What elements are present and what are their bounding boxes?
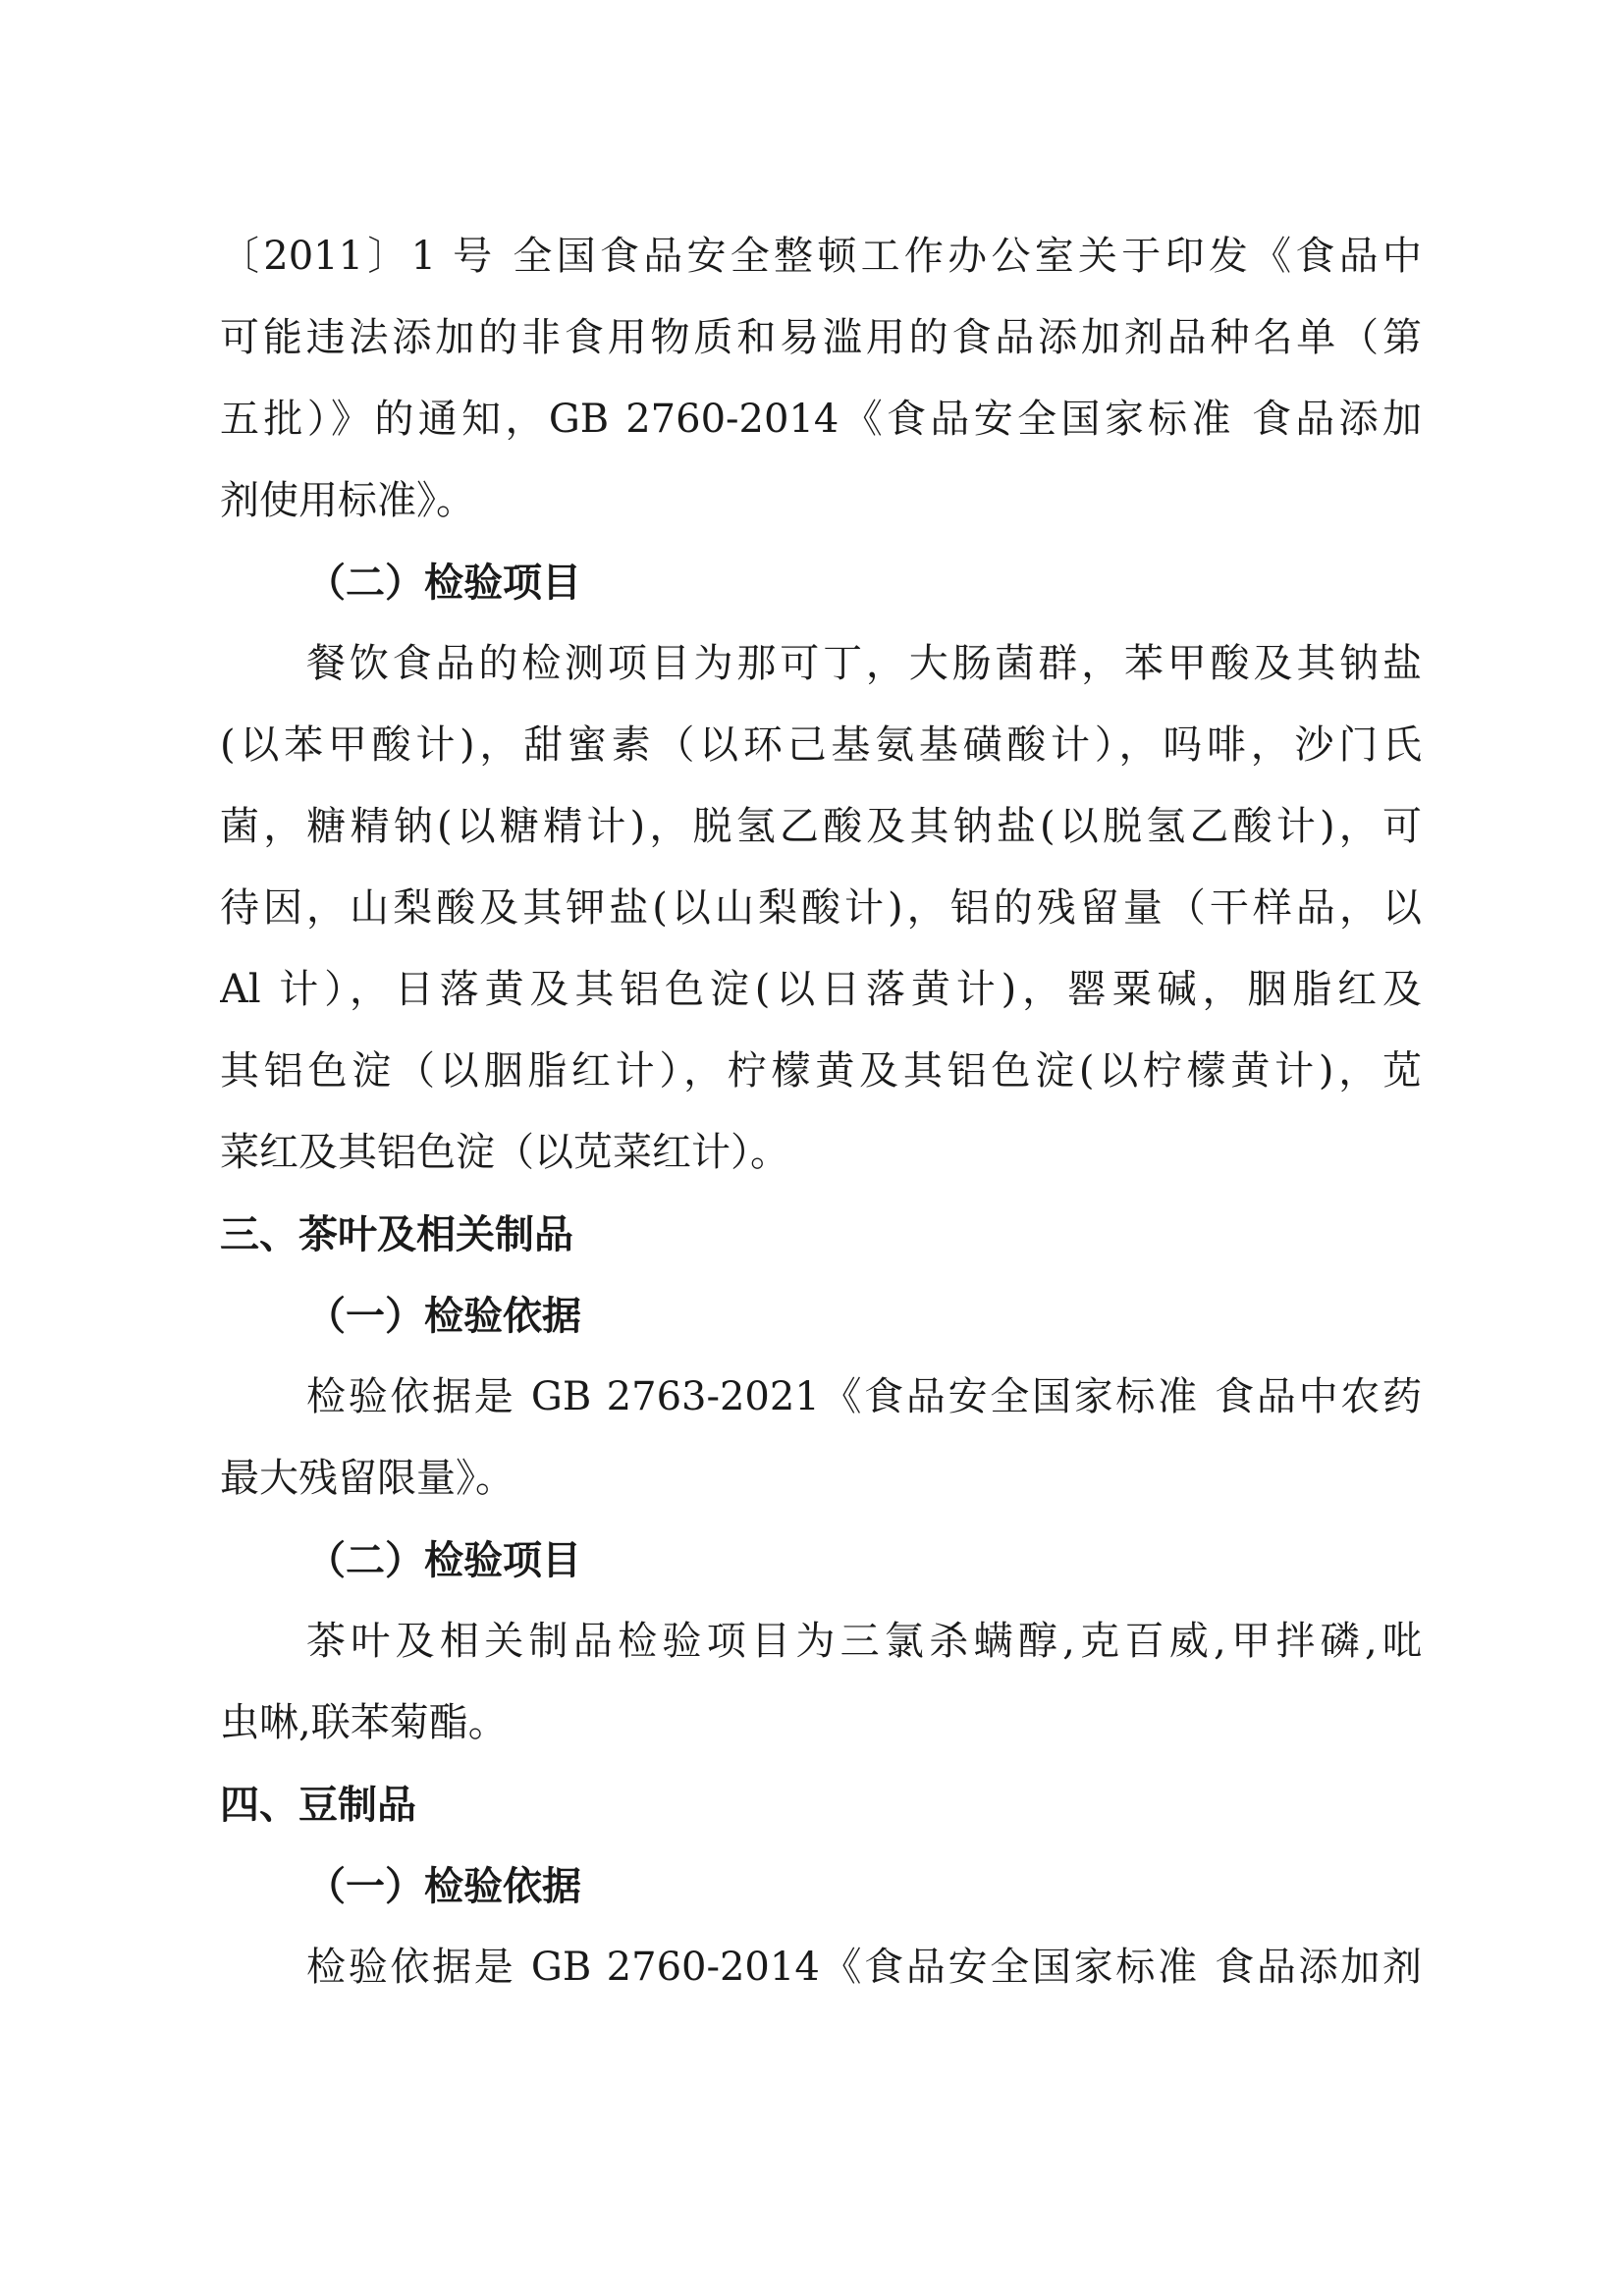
body-text-line: 菜红及其铝色淀（以苋菜红计）。 (220, 1130, 789, 1175)
subsection-heading: （二）检验项目 (306, 560, 581, 606)
body-text-line: 剂使用标准》。 (220, 478, 475, 523)
body-text-line: 餐饮食品的检测项目为那可丁，大肠菌群，苯甲酸及其钠盐 (306, 641, 1422, 686)
body-text-line: 其铝色淀（以胭脂红计），柠檬黄及其铝色淀(以柠檬黄计)，苋 (220, 1048, 1422, 1094)
body-text-line: (以苯甲酸计)，甜蜜素（以环己基氨基磺酸计），吗啡，沙门氏 (220, 722, 1422, 768)
body-text-line: Al 计），日落黄及其铝色淀(以日落黄计)，罂粟碱，胭脂红及 (220, 967, 1422, 1012)
body-text-line: 五批）》的通知，GB 2760-2014《食品安全国家标准 食品添加 (220, 397, 1422, 442)
body-text-line: 检验依据是 GB 2760-2014《食品安全国家标准 食品添加剂 (306, 1945, 1422, 1990)
body-text-line: 待因，山梨酸及其钾盐(以山梨酸计)，铝的残留量（干样品，以 (220, 885, 1422, 931)
section-heading: 三、茶叶及相关制品 (220, 1211, 573, 1257)
subsection-heading: （一）检验依据 (306, 1293, 581, 1339)
body-text-line: 检验依据是 GB 2763-2021《食品安全国家标准 食品中农药 (306, 1374, 1422, 1419)
section-heading: 四、豆制品 (220, 1782, 416, 1828)
subsection-heading: （一）检验依据 (306, 1863, 581, 1909)
body-text-line: 〔2011〕1 号 全国食品安全整顿工作办公室关于印发《食品中 (220, 234, 1422, 279)
body-text-line: 可能违法添加的非食用物质和易滥用的食品添加剂品种名单（第 (220, 315, 1422, 360)
body-text-line: 最大残留限量》。 (220, 1456, 514, 1501)
body-text-line: 虫啉,联苯菊酯。 (220, 1700, 508, 1745)
document-page (220, 216, 1422, 2008)
body-text-line: 茶叶及相关制品检验项目为三氯杀螨醇,克百威,甲拌磷,吡 (306, 1619, 1422, 1664)
body-text-line: 菌，糖精钠(以糖精计)，脱氢乙酸及其钠盐(以脱氢乙酸计)，可 (220, 804, 1422, 849)
subsection-heading: （二）检验项目 (306, 1537, 581, 1583)
